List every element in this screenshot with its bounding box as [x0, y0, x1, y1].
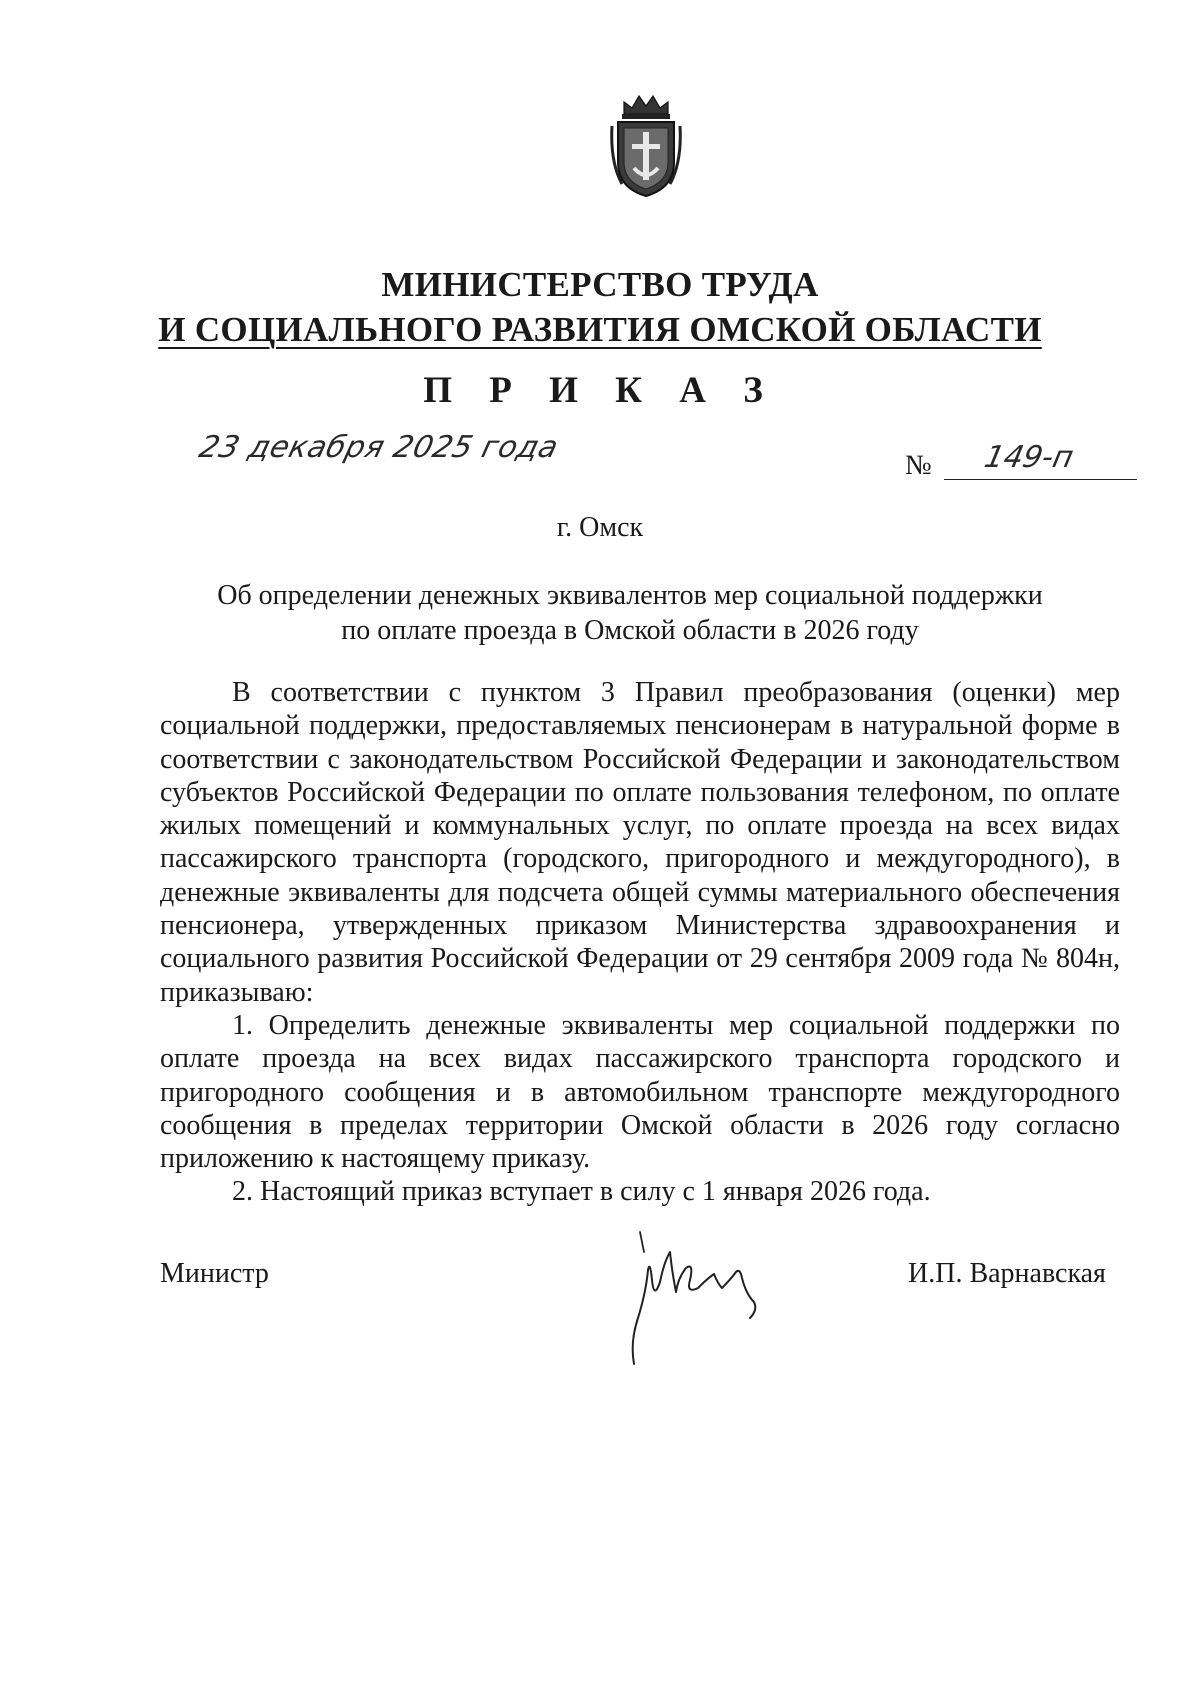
handwritten-signature-icon: [620, 1222, 780, 1372]
item-1-paragraph: 1. Определить денежные эквиваленты мер социальной поддержки по оплате проезда на всех видах пассажирского транспорта городского и пригородного сообщения и в автомобильном транспорте междугородного сообщения в пределах территории Омской области в 2026 году согласно приложению к настоящему приказу.: [160, 1009, 1120, 1175]
order-subject: [0, 578, 1200, 648]
order-number-underline: [944, 479, 1137, 480]
order-body: [160, 676, 1120, 1209]
item-2-paragraph: 2. Настоящий приказ вступает в силу с 1 января 2026 года.: [232, 1176, 931, 1208]
order-number: 149-п: [981, 440, 1077, 475]
ministry-name-line1: МИНИСТЕРСТВО ТРУДА: [381, 265, 819, 304]
order-subject-line1: Об определении денежных эквивалентов мер социальной поддержки: [217, 580, 1043, 611]
ministry-name-line2: И СОЦИАЛЬНОГО РАЗВИТИЯ ОМСКОЙ ОБЛАСТИ: [158, 310, 1042, 349]
order-date: 23 декабря 2025 года: [195, 430, 563, 465]
signatory-role: Министр: [160, 1258, 269, 1289]
order-subject-line2: по оплате проезда в Омской области в 2026 году: [341, 615, 919, 646]
preamble-paragraph: В соответствии с пунктом 3 Правил преобразования (оценки) мер социальной поддержки, предоставляемых пенсионерам в натуральной форме в соответствии с законодательством Российской Федерации и законодательством субъектов Российской Федерации по оплате пользования телефоном, по оплате жилых помещений и коммунальных услуг, по оплате проезда на всех видах пассажирского транспорта (городского, пригородного и междугородного), в денежные эквиваленты для подсчета общей суммы материального обеспечения пенсионера, утвержденных приказом Министерства здравоохранения и социального развития Российской Федерации от 29 сентября 2009 года № 804н, приказываю:: [160, 677, 1120, 1008]
signatory-name: И.П. Варнавская: [908, 1258, 1106, 1289]
order-number-label: №: [905, 450, 932, 481]
document-type-title: П Р И К А З: [423, 370, 777, 411]
coat-of-arms-icon: [610, 92, 682, 198]
city-name: г. Омск: [556, 512, 644, 543]
